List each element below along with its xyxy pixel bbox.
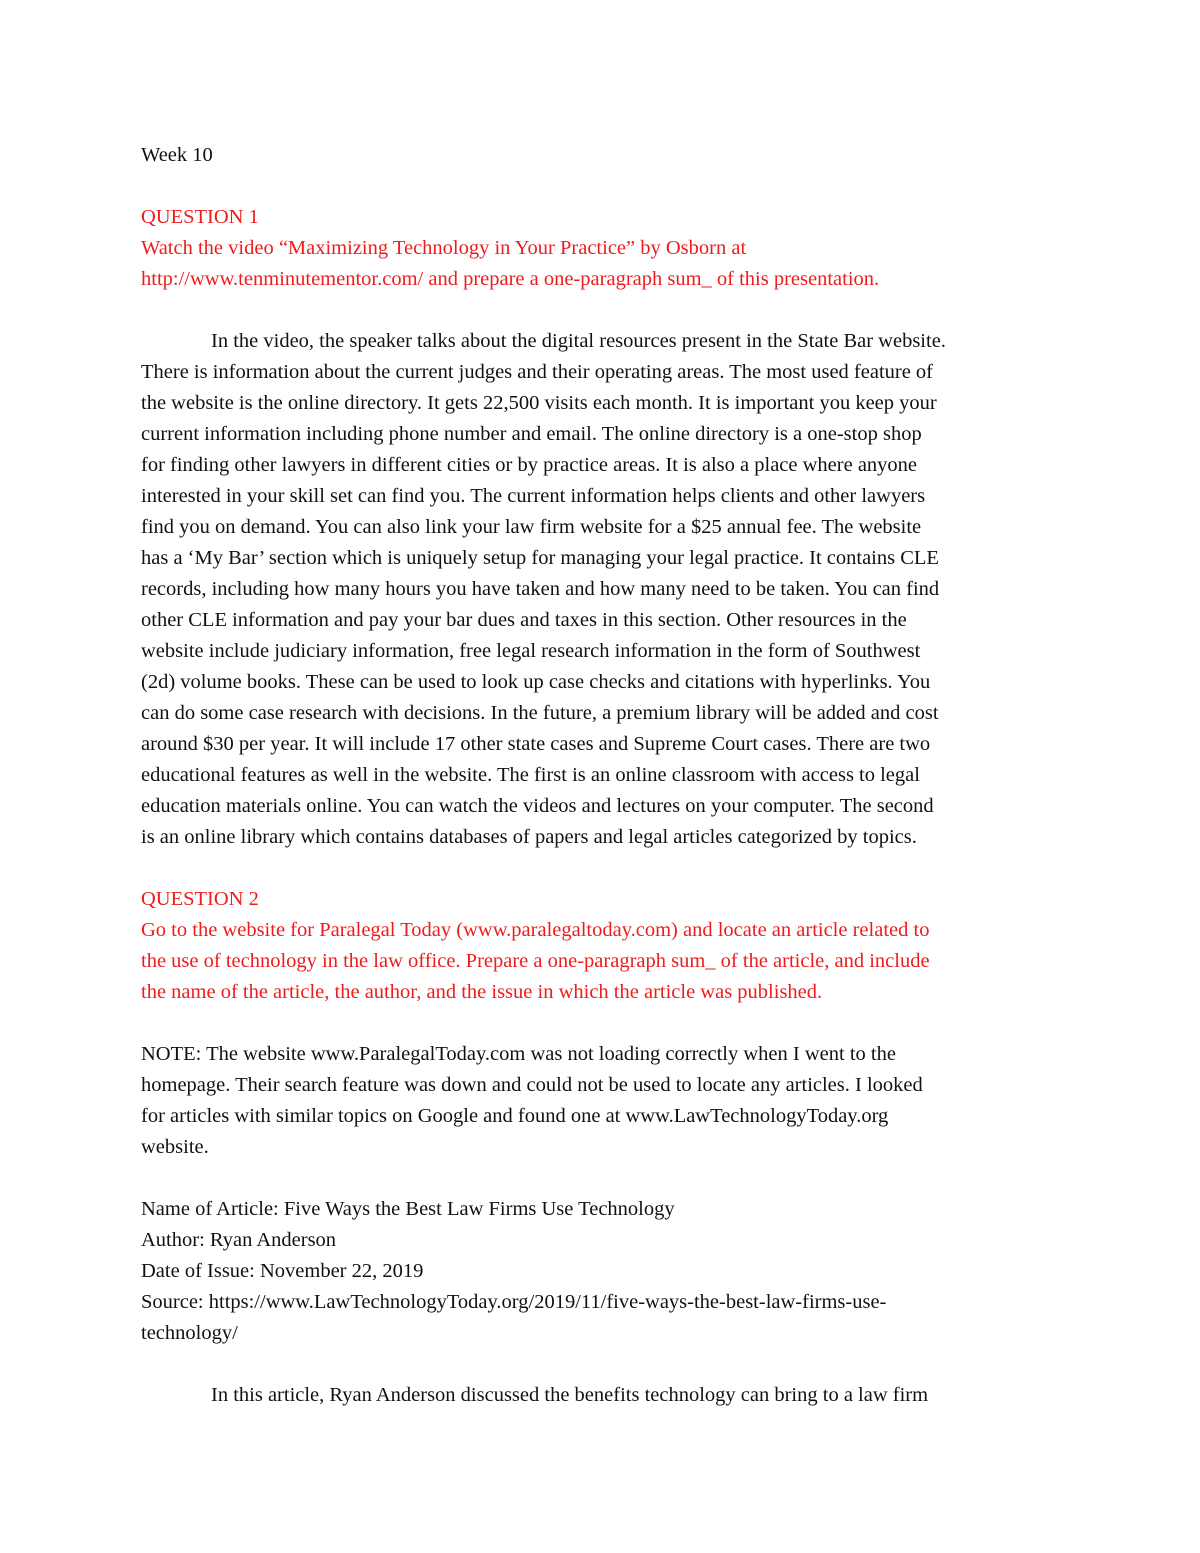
question-2-label: QUESTION 2 [141, 888, 259, 910]
article-details [141, 1194, 1101, 1349]
answer-line: educational features as well in the website. The first is an online classroom with access to legal [141, 764, 920, 786]
answer-line: interested in your skill set can find you. The current information helps clients and other lawyers [141, 485, 926, 507]
prompt-line: http://www.tenminutementor.com/ and prepare a one-paragraph sum_ of this presentation. [141, 268, 880, 290]
article-name: Name of Article: Five Ways the Best Law Firms Use Technology [141, 1198, 675, 1220]
prompt-line: the use of technology in the law office. Prepare a one-paragraph sum_ of the article, and include [141, 950, 930, 972]
note-line: website. [141, 1136, 209, 1158]
question-2-section [141, 884, 1101, 1411]
answer-line: for finding other lawyers in different cities or by practice areas. It is also a place where anyone [141, 454, 918, 476]
question-1-prompt [141, 233, 1101, 295]
article-source-continued: technology/ [141, 1322, 238, 1344]
answer-line: education materials online. You can watch the videos and lectures on your computer. The second [141, 795, 934, 817]
answer-line: is an online library which contains databases of papers and legal articles categorized by topics. [141, 826, 917, 848]
answer-line: other CLE information and pay your bar dues and taxes in this section. Other resources in the [141, 609, 907, 631]
prompt-line: the name of the article, the author, and the issue in which the article was published. [141, 981, 823, 1003]
question-2-answer-start: In this article, Ryan Anderson discussed the benefits technology can bring to a law firm [211, 1384, 929, 1406]
note-line: homepage. Their search feature was down and could not be used to locate any articles. I looked [141, 1074, 923, 1096]
answer-line: the website is the online directory. It gets 22,500 visits each month. It is important you keep your [141, 392, 937, 414]
answer-line: In the video, the speaker talks about the digital resources present in the State Bar website. [211, 330, 946, 352]
note-line: NOTE: The website www.ParalegalToday.com was not loading correctly when I went to the [141, 1043, 896, 1065]
answer-line: website include judiciary information, free legal research information in the form of Southwest [141, 640, 921, 662]
article-date: Date of Issue: November 22, 2019 [141, 1260, 424, 1282]
question-1-answer [141, 326, 1101, 853]
answer-line: current information including phone number and email. The online directory is a one-stop shop [141, 423, 922, 445]
note-paragraph [141, 1039, 1101, 1163]
answer-line: around $30 per year. It will include 17 other state cases and Supreme Court cases. There are two [141, 733, 931, 755]
document-page [141, 140, 1101, 1411]
answer-line: has a ‘My Bar’ section which is uniquely setup for managing your legal practice. It contains CLE [141, 547, 939, 569]
answer-line: (2d) volume books. These can be used to look up case checks and citations with hyperlinks. You [141, 671, 931, 693]
answer-line: can do some case research with decisions. In the future, a premium library will be added and cost [141, 702, 939, 724]
article-author: Author: Ryan Anderson [141, 1229, 337, 1251]
question-1-section [141, 202, 1101, 853]
answer-line: There is information about the current judges and their operating areas. The most used feature of [141, 361, 934, 383]
answer-line: records, including how many hours you have taken and how many need to be taken. You can find [141, 578, 940, 600]
prompt-line: Watch the video “Maximizing Technology in Your Practice” by Osborn at [141, 237, 747, 259]
page-heading: Week 10 [141, 144, 213, 166]
question-2-prompt [141, 915, 1101, 1008]
note-line: for articles with similar topics on Google and found one at www.LawTechnologyToday.org [141, 1105, 889, 1127]
answer-line: find you on demand. You can also link your law firm website for a $25 annual fee. The website [141, 516, 922, 538]
prompt-line: Go to the website for Paralegal Today (www.paralegaltoday.com) and locate an article related to [141, 919, 930, 941]
article-source: Source: https://www.LawTechnologyToday.org/2019/11/five-ways-the-best-law-firms-use- [141, 1291, 887, 1313]
question-1-label: QUESTION 1 [141, 206, 259, 228]
